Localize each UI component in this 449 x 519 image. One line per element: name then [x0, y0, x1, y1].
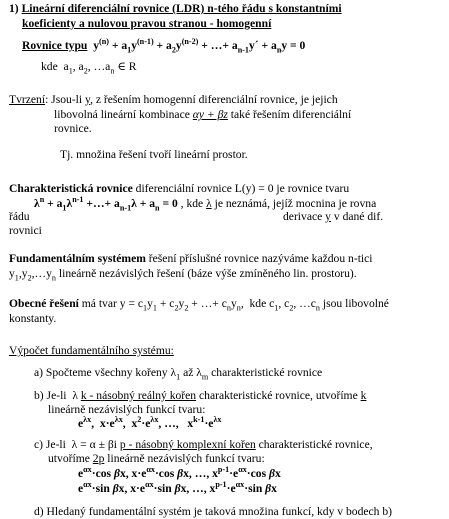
theorem-line-3: rovnice.: [54, 122, 92, 135]
characteristic-equation-line: $\lambda^n + a_1\lambda^{n-1}$ +…+ $a_{n-1}\lambda + a_n = 0$ , kde λ je neznámá, jejíž mocnina je rovna: [34, 195, 377, 213]
computation-step-c-line-2: utvoříme 2p lineárně nezávislých funkcí tvaru:: [48, 452, 265, 465]
general-line-1: Obecné řešení má tvar $y = c_1y_1 + c_2y_2$ + …+ $c_ny_n$, kde $c_1$, $c_2$, $\dots c_n$ jsou libovolné: [9, 297, 389, 313]
theorem-line-4: Tj. množina řešení tvoří lineární prostor.: [60, 148, 248, 161]
characteristic-label: Charakteristická rovnice: [9, 182, 133, 195]
fundamental-line-1: Fundamentálním systémem řešení příslušné rovnice nazýváme každou n-tici: [9, 252, 373, 265]
fundamental-line-2: $y_1,y_2,\dots y_n$ lineárně nezávislých řešení (báze výše zmíněného lin. prostoru).: [9, 267, 357, 283]
fundamental-label: Fundamentálním systémem: [9, 252, 146, 265]
computation-step-b-line-2: lineárně nezávislých funkcí tvaru:: [48, 403, 206, 416]
characteristic-line-3b: derivace y v dané dif.: [283, 210, 384, 223]
title-number: 1): [9, 2, 22, 15]
section-title: [9, 2, 342, 16]
theorem-line-1: Tvrzení: Jsou-li y, z řešením homogenní diferenciální rovnice, je jejich: [9, 93, 338, 106]
equation-coefficients: kde $a_1$, $a_2$, $\dots a_n$ ∈ R: [41, 60, 137, 76]
characteristic-line-4: rovnici: [9, 224, 42, 237]
characteristic-line-1: Charakteristická rovnice diferenciální rovnice L(y) = 0 je rovnice tvaru: [9, 182, 350, 195]
title-line-1: Lineární diferenciální rovnice (LDR) n-tého řádu s konstantními: [21, 2, 342, 15]
characteristic-line-3a: řádu: [9, 210, 30, 223]
computation-step-b-line-1: b) Je-li λ k - násobný reálný kořen charakteristické rovnice, utvoříme k: [34, 389, 367, 402]
equation-formula: $y^{(n)} + a_1y^{(n-1)} + a_2y^{(n-2)}$ + …+ $a_{n-1}y´ + a_ny = 0$: [90, 37, 306, 55]
equation-line: [22, 39, 305, 53]
computation-step-c-sin-functions: $e^{\alpha x}\cdot\sin$ βx, $x\cdot e^{\alpha x}\cdot\sin$ βx, …, $x^{p-1}\cdot e^{\alpha x}\cdot\sin$ βx: [78, 480, 277, 495]
general-label: Obecné řešení: [9, 297, 79, 310]
computation-step-c-cos-functions: $e^{\alpha x}\cdot\cos$ βx, $x\cdot e^{\alpha x}\cdot\cos$ βx, …, $x^{p-1}\cdot e^{\alpha x}\cdot\cos$ βx: [78, 465, 281, 480]
general-line-2: konstanty.: [9, 312, 57, 325]
computation-step-b-functions: $e^{\lambda x}$, $x\cdot e^{\lambda x}$, $x^2\cdot e^{\lambda x}$, …, $x^{k-1}\cdot e^{\lambda x}$: [78, 415, 222, 430]
title-line-2: koeficienty a nulovou pravou stranou - homogenní: [22, 17, 272, 30]
computation-step-d: d) Hledaný fundamentální systém je taková množina funkcí, kdy v bodech b): [34, 505, 393, 518]
computation-heading: Výpočet fundamentálního systému:: [9, 344, 174, 357]
computation-step-a: a) Spočteme všechny kořeny $\lambda_1$ až $\lambda_m$ charakteristické rovnice: [34, 366, 323, 382]
equation-label: Rovnice typu: [22, 39, 88, 52]
theorem-line-2: libovolná lineární kombinace αy + βz také řešením diferenciální: [54, 108, 352, 121]
computation-step-c-line-1: c) Je-li λ = α ± βi p - násobný komplexní kořen charakteristické rovnice,: [34, 438, 373, 451]
characteristic-equation: $\lambda^n + a_1\lambda^{n-1}$ +…+ $a_{n-1}\lambda + a_n = 0$: [34, 195, 178, 213]
theorem-label: Tvrzení: [9, 93, 46, 106]
